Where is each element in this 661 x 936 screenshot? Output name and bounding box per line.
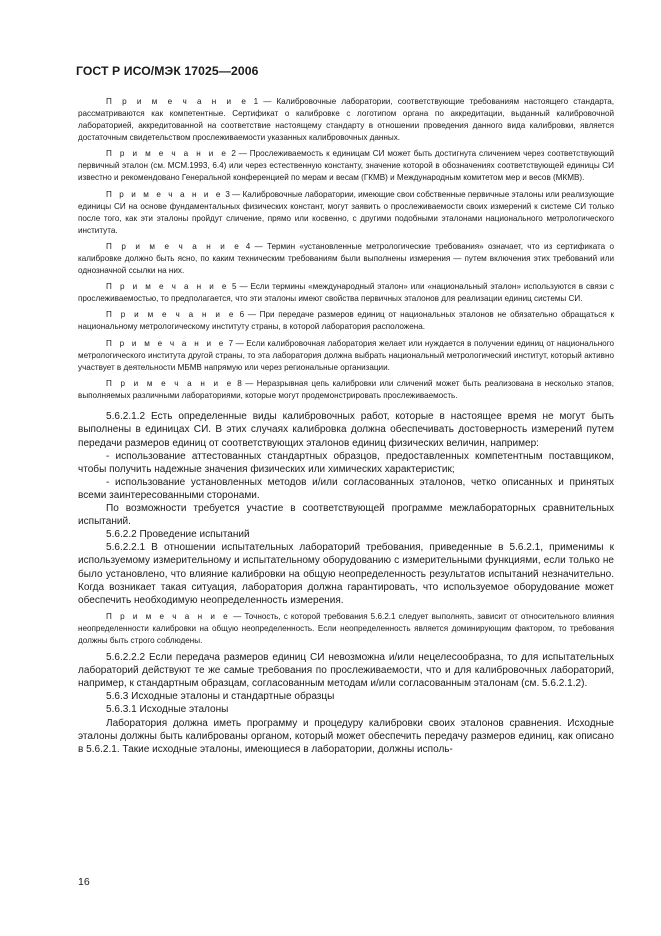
note-3: П р и м е ч а н и е 3 — Калибровочные лаборатории, имеющие свои собственные первичные эталоны или реализующие единицы СИ на основе фундаментальных физических констант, могут заявить о прослеживаемости своих измерений к системе СИ только после того, как эти эталоны пройдут сличение, прямо или косвенно, с другими подобными эталонами национального метрологического института. [78,189,615,235]
page-number: 16 [78,876,90,888]
document-header: ГОСТ Р ИСО/МЭК 17025—2006 [76,64,259,78]
body-section-a [78,410,614,606]
note-7: П р и м е ч а н и е 7 — Если калибровочная лаборатория желает или нуждается в получении единиц от национального метрологического института другой страны, то эта лаборатория должна выбрать национальный метрологический институт, который активно участвует в деятельности МБМВ напрямую или через региональные организации. [78,338,615,372]
notes-block [78,96,614,402]
paragraph-5-6-2-1-2: 5.6.2.1.2 Есть определенные виды калибровочных работ, которые в настоящее время не могут быть выполнены в единицах СИ. В этих случаях калибровка должна обеспечивать достоверность измерений путем передачи размеров единиц от соответствующих эталонов единиц физических величин, например: [78,411,614,449]
note-2: П р и м е ч а н и е 2 — Прослеживаемость к единицам СИ может быть достигнута сличением через соответствующий первичный эталон (см. МСМ.1993, 6.4) или через естественную константу, значение которой в обозначениях соответствующей единицы СИ известно и рекомендовано Генеральной конференцией по мерам и весам (ГКМВ) и Международным комитетом мер и весов (МКМВ). [78,149,615,183]
note-5: П р и м е ч а н и е 5 — Если термины «международный эталон» или «национальный эталон» используются в связи с прослеживаемостью, то предполагается, что эти эталоны имеют свойства первичных эталонов для реализации единиц системы СИ. [78,282,614,304]
body-section-b [78,651,614,756]
paragraph-interlab-comparison: По возможности требуется участие в соответствующей программе межлабораторных сравнительных испытаний. [78,503,614,528]
note-6: П р и м е ч а н и е 6 — При передаче размеров единиц от национальных эталонов не обязательно обращаться к национальному метрологическому институту страны, в которой лаборатория расположена. [78,310,615,332]
paragraph-5-6-2-2-1: 5.6.2.2.1 В отношении испытательных лабораторий требования, приведенные в 5.6.2.1, применимы к используемому измерительному и испытательному оборудованию с измерительными функциями, если только не было установлено, что влияние калибровки на общую неопределенность результатов испытаний незначительно. Когда возникает такая ситуация, лаборатория должна гарантировать, что используемое оборудование может обеспечить необходимую неопределенность измерения. [78,542,614,606]
paragraph-5-6-2-2-2: 5.6.2.2.2 Если передача размеров единиц СИ невозможна и/или нецелесообразна, то для испытательных лабораторий действуют те же самые требования по прослеживаемости, что и для калибровочных лабораторий, например, к стандартным образцам, согласованным методам и/или согласованным эталонам (см. 5.6.2.1.2). [78,652,614,690]
note-8: П р и м е ч а н и е 8 — Неразрывная цепь калибровки или сличений может быть реализована в несколько этапов, выполняемых различными лабораториями, которые могут продемонстрировать прослеживаемость. [78,379,615,401]
heading-5-6-3-1: 5.6.3.1 Исходные эталоны [106,704,229,716]
note-1: П р и м е ч а н и е 1 — Калибровочные лаборатории, соответствующие требованиям настоящего стандарта, рассматриваются как компетентные. Сертификат о калибровке с логотипом органа по аккредитации, выданный калибровочной лабораторией, аккредитованной на соответствие настоящему стандарту в отношении проведения данного вида калибровки, является достаточным свидетельством прослеживаемости указанных калибровочных данных. [78,97,614,142]
paragraph-reference-standards: Лаборатория должна иметь программу и процедуру калибровки своих эталонов сравнения. Исходные эталоны должны быть калиброваны органом, который может обеспечить передачу размеров единиц, как описано в 5.6.2.1. Такие исходные эталоны, имеющиеся в лаборатории, должны исполь- [78,717,614,755]
heading-5-6-3: 5.6.3 Исходные эталоны и стандартные образцы [106,691,335,703]
note-accuracy: П р и м е ч а н и е — Точность, с которой требования 5.6.2.1 следует выполнять, зависит от относительного влияния неопределенности калибровки на общую неопределенность. Если неопределенность является доминирующим фактором, то требования должны быть строго соблюдены. [78,611,614,645]
page-content [78,96,614,756]
list-item-consensus-standards: - использование установленных методов и/или согласованных эталонов, четко описанных и принятых всеми заинтересованными сторонами. [78,476,614,501]
note-4: П р и м е ч а н и е 4 — Термин «установленные метрологические требования» означает, что из сертификата о калибровке должно быть ясно, по каким техническим требованиям были выполнены измерения — путем включения этих требований или однозначной ссылки на них. [78,241,614,275]
list-item-reference-materials: - использование аттестованных стандартных образцов, предоставленных компетентным поставщиком, чтобы получить надежные значения физических или химических характеристик; [78,450,614,475]
heading-5-6-2-2: 5.6.2.2 Проведение испытаний [106,529,250,541]
